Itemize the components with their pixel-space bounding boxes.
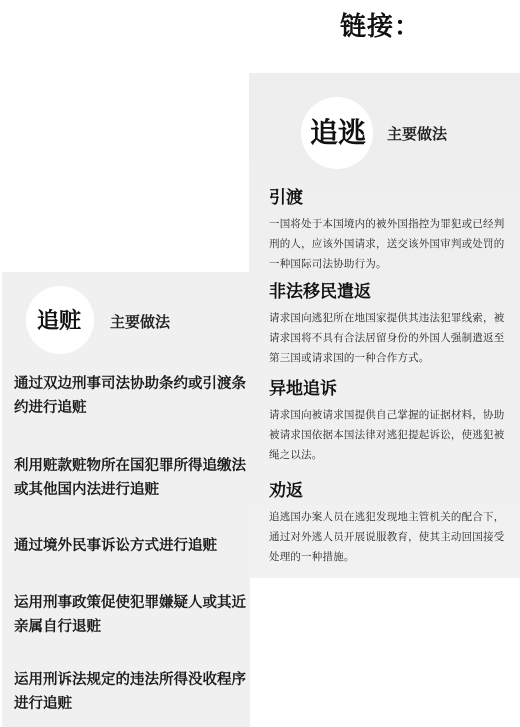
section-persuasion-return xyxy=(269,476,514,567)
section-heading: 劝返 xyxy=(269,481,303,501)
section-heading: 引渡 xyxy=(269,188,303,208)
asset-recovery-title: 追赃 xyxy=(37,309,82,334)
asset-recovery-item: 通过境外民事诉讼方式进行追赃 xyxy=(14,538,217,554)
pursuit-title: 追逃 xyxy=(310,116,367,149)
section-text: 追逃国办案人员在逃犯发现地主管机关的配合下，通过对外逃人员开展说服教育，使其主动回国接受处理的一种措施。 xyxy=(269,511,505,563)
section-heading: 异地追诉 xyxy=(269,379,337,399)
pursuit-panel xyxy=(249,73,520,578)
asset-recovery-item: 通过双边刑事司法协助条约或引渡条约进行追赃 xyxy=(14,376,246,416)
asset-recovery-item: 运用刑事政策促使犯罪嫌疑人或其近亲属自行退赃 xyxy=(14,595,246,635)
section-illegal-immigrant-repatriation xyxy=(269,277,514,368)
link-title: 链接： xyxy=(340,12,422,42)
section-text: 请求国向逃犯所在地国家提供其违法犯罪线索，被请求国将不具有合法居留身份的外国人强制遣返至第三国或请求国的一种合作方式。 xyxy=(269,312,505,364)
asset-recovery-panel xyxy=(2,272,250,727)
section-extradition xyxy=(269,183,514,274)
pursuit-subtitle: 主要做法 xyxy=(387,125,448,143)
section-heading: 非法移民遣返 xyxy=(269,282,371,302)
section-remote-prosecution xyxy=(269,374,514,465)
asset-recovery-header xyxy=(26,286,246,354)
section-text: 一国将处于本国境内的被外国指控为罪犯或已经判刑的人，应该外国请求，送交该外国审判或处罚的一种国际司法协助行为。 xyxy=(269,218,505,270)
asset-recovery-item: 运用刑诉法规定的违法所得没收程序进行追赃 xyxy=(14,672,246,712)
asset-recovery-item: 利用赃款赃物所在国犯罪所得追缴法或其他国内法进行追赃 xyxy=(14,458,246,498)
section-text: 请求国向被请求国提供自己掌握的证据材料，协助被请求国依据本国法律对逃犯提起诉讼，使逃犯被绳之以法。 xyxy=(269,409,505,461)
pursuit-header xyxy=(301,97,516,169)
asset-recovery-subtitle: 主要做法 xyxy=(110,313,171,331)
